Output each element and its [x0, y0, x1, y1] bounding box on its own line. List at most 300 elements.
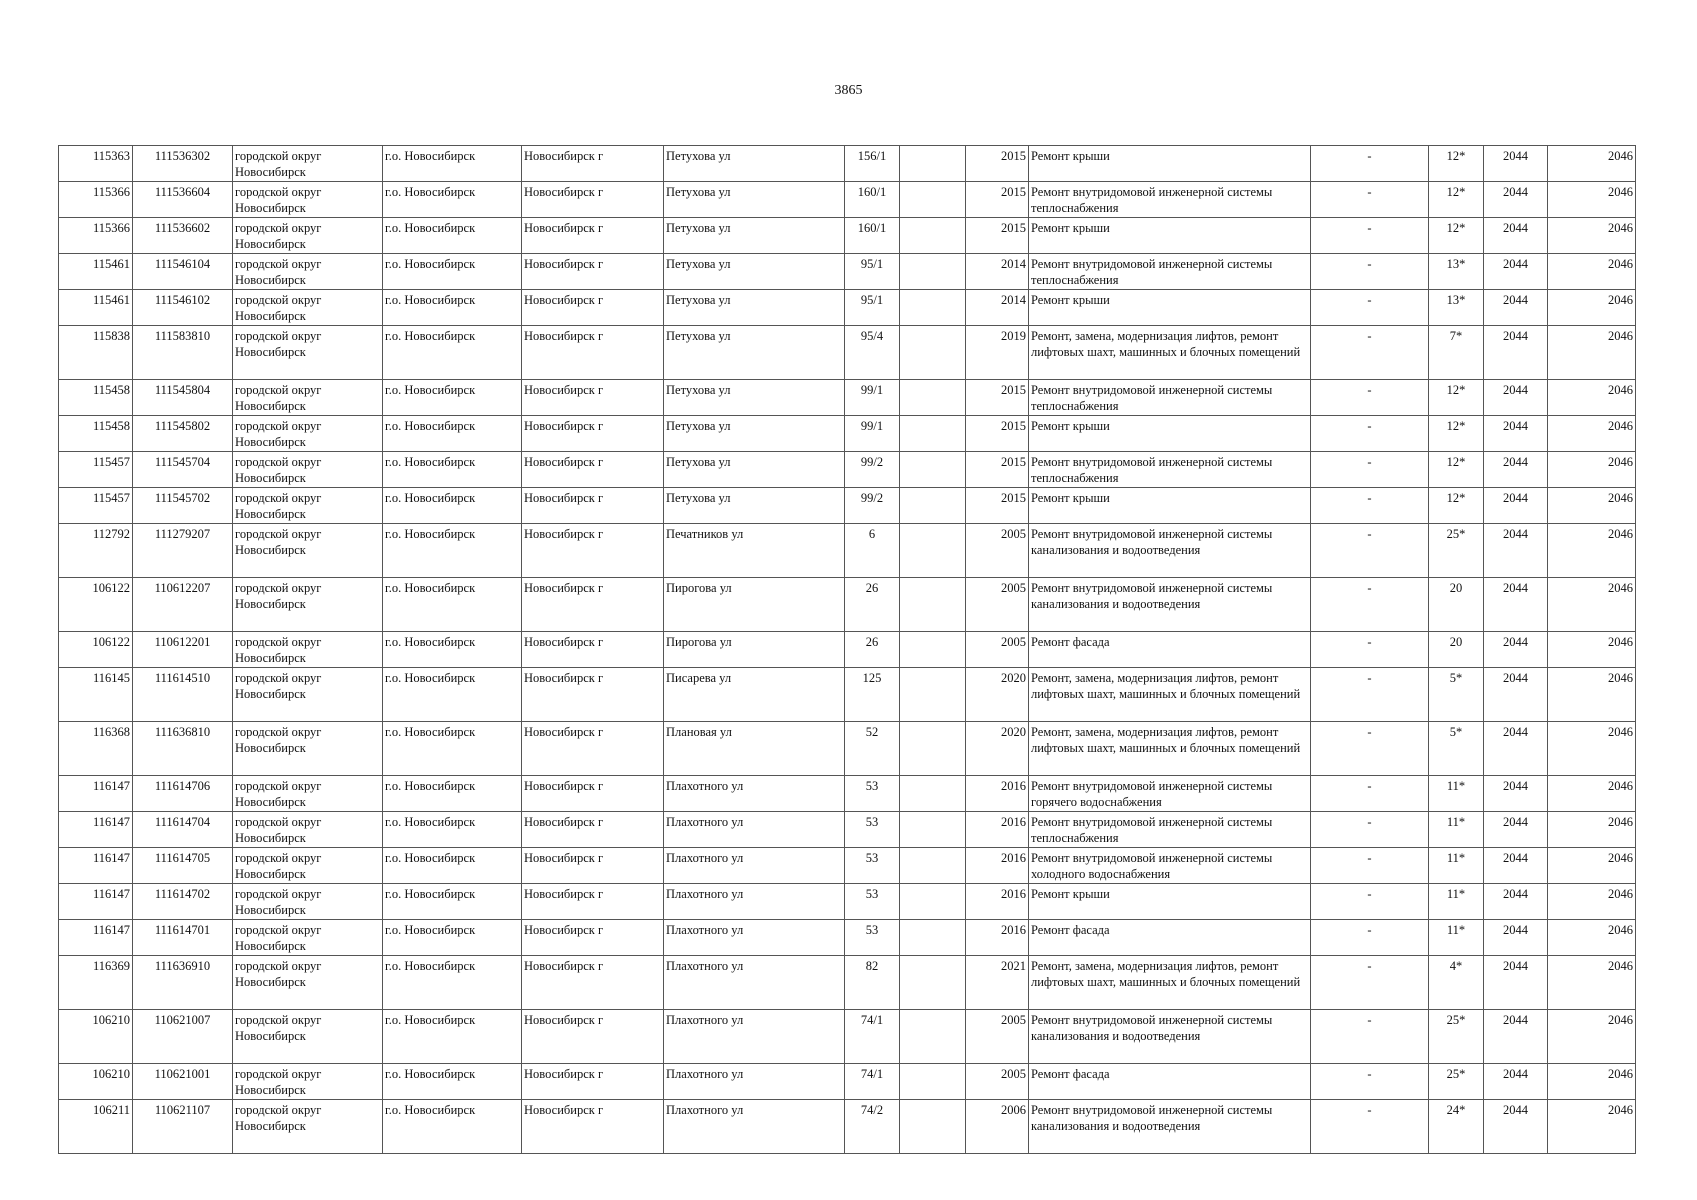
cell-from: 2044	[1484, 254, 1548, 290]
cell-year: 2019	[966, 326, 1029, 380]
cell-term: 11*	[1429, 812, 1484, 848]
table-row	[59, 182, 1636, 218]
cell-building	[900, 1064, 966, 1100]
cell-municipality: городской округ Новосибирск	[233, 146, 383, 182]
table-row	[59, 254, 1636, 290]
cell-house: 26	[845, 578, 900, 632]
cell-id: 116369	[59, 956, 133, 1010]
cell-to: 2046	[1548, 722, 1636, 776]
cell-municipality: городской округ Новосибирск	[233, 632, 383, 668]
cell-work: Ремонт внутридомовой инженерной системы теплоснабжения	[1029, 452, 1311, 488]
cell-code: 111636810	[133, 722, 233, 776]
cell-work: Ремонт фасада	[1029, 632, 1311, 668]
cell-house: 74/1	[845, 1064, 900, 1100]
cell-to: 2046	[1548, 182, 1636, 218]
cell-term: 25*	[1429, 1010, 1484, 1064]
cell-street: Плахотного ул	[664, 884, 845, 920]
cell-from: 2044	[1484, 776, 1548, 812]
cell-work: Ремонт внутридомовой инженерной системы теплоснабжения	[1029, 380, 1311, 416]
cell-house: 53	[845, 920, 900, 956]
cell-term: 11*	[1429, 776, 1484, 812]
cell-code: 110621001	[133, 1064, 233, 1100]
cell-id: 115458	[59, 380, 133, 416]
cell-district: г.о. Новосибирск	[383, 326, 522, 380]
cell-to: 2046	[1548, 578, 1636, 632]
cell-municipality: городской округ Новосибирск	[233, 776, 383, 812]
cell-district: г.о. Новосибирск	[383, 416, 522, 452]
cell-to: 2046	[1548, 956, 1636, 1010]
cell-code: 111614702	[133, 884, 233, 920]
cell-dash: -	[1311, 722, 1429, 776]
cell-district: г.о. Новосибирск	[383, 146, 522, 182]
table-row	[59, 452, 1636, 488]
cell-municipality: городской округ Новосибирск	[233, 254, 383, 290]
cell-district: г.о. Новосибирск	[383, 380, 522, 416]
table-row	[59, 1064, 1636, 1100]
cell-term: 13*	[1429, 290, 1484, 326]
table-row	[59, 722, 1636, 776]
cell-term: 11*	[1429, 884, 1484, 920]
cell-from: 2044	[1484, 452, 1548, 488]
cell-year: 2015	[966, 218, 1029, 254]
cell-street: Пирогова ул	[664, 632, 845, 668]
cell-dash: -	[1311, 920, 1429, 956]
cell-municipality: городской округ Новосибирск	[233, 326, 383, 380]
cell-street: Плахотного ул	[664, 920, 845, 956]
cell-year: 2016	[966, 920, 1029, 956]
cell-code: 111536604	[133, 182, 233, 218]
cell-id: 115363	[59, 146, 133, 182]
cell-id: 116368	[59, 722, 133, 776]
cell-municipality: городской округ Новосибирск	[233, 956, 383, 1010]
cell-building	[900, 182, 966, 218]
cell-street: Плахотного ул	[664, 956, 845, 1010]
cell-house: 95/1	[845, 254, 900, 290]
cell-building	[900, 488, 966, 524]
cell-settlement: Новосибирск г	[522, 254, 664, 290]
cell-year: 2014	[966, 254, 1029, 290]
cell-street: Плахотного ул	[664, 1064, 845, 1100]
cell-term: 4*	[1429, 956, 1484, 1010]
cell-settlement: Новосибирск г	[522, 920, 664, 956]
cell-term: 5*	[1429, 668, 1484, 722]
table-row	[59, 524, 1636, 578]
cell-dash: -	[1311, 884, 1429, 920]
cell-dash: -	[1311, 1010, 1429, 1064]
cell-to: 2046	[1548, 254, 1636, 290]
cell-to: 2046	[1548, 290, 1636, 326]
cell-street: Петухова ул	[664, 416, 845, 452]
cell-work: Ремонт фасада	[1029, 1064, 1311, 1100]
cell-house: 53	[845, 776, 900, 812]
cell-settlement: Новосибирск г	[522, 524, 664, 578]
cell-municipality: городской округ Новосибирск	[233, 488, 383, 524]
cell-term: 25*	[1429, 524, 1484, 578]
cell-id: 106211	[59, 1100, 133, 1154]
cell-building	[900, 668, 966, 722]
cell-street: Писарева ул	[664, 668, 845, 722]
cell-district: г.о. Новосибирск	[383, 722, 522, 776]
table-row	[59, 920, 1636, 956]
cell-district: г.о. Новосибирск	[383, 956, 522, 1010]
table-row	[59, 848, 1636, 884]
cell-municipality: городской округ Новосибирск	[233, 218, 383, 254]
cell-code: 111636910	[133, 956, 233, 1010]
cell-municipality: городской округ Новосибирск	[233, 524, 383, 578]
cell-from: 2044	[1484, 812, 1548, 848]
cell-dash: -	[1311, 956, 1429, 1010]
cell-street: Петухова ул	[664, 488, 845, 524]
cell-year: 2021	[966, 956, 1029, 1010]
cell-term: 11*	[1429, 848, 1484, 884]
cell-from: 2044	[1484, 578, 1548, 632]
cell-term: 11*	[1429, 920, 1484, 956]
cell-settlement: Новосибирск г	[522, 182, 664, 218]
cell-to: 2046	[1548, 218, 1636, 254]
table-row	[59, 632, 1636, 668]
cell-from: 2044	[1484, 416, 1548, 452]
cell-to: 2046	[1548, 488, 1636, 524]
cell-work: Ремонт крыши	[1029, 218, 1311, 254]
cell-id: 116147	[59, 776, 133, 812]
cell-code: 111583810	[133, 326, 233, 380]
cell-code: 111614510	[133, 668, 233, 722]
cell-id: 106122	[59, 632, 133, 668]
cell-year: 2015	[966, 182, 1029, 218]
cell-house: 74/1	[845, 1010, 900, 1064]
cell-work: Ремонт, замена, модернизация лифтов, ремонт лифтовых шахт, машинных и блочных помещений	[1029, 722, 1311, 776]
cell-municipality: городской округ Новосибирск	[233, 1010, 383, 1064]
cell-building	[900, 848, 966, 884]
cell-id: 115461	[59, 254, 133, 290]
cell-year: 2005	[966, 632, 1029, 668]
cell-id: 106210	[59, 1064, 133, 1100]
cell-code: 111545704	[133, 452, 233, 488]
cell-settlement: Новосибирск г	[522, 380, 664, 416]
cell-settlement: Новосибирск г	[522, 290, 664, 326]
cell-district: г.о. Новосибирск	[383, 920, 522, 956]
cell-to: 2046	[1548, 920, 1636, 956]
cell-settlement: Новосибирск г	[522, 956, 664, 1010]
repair-registry-table	[58, 145, 1636, 1154]
cell-building	[900, 290, 966, 326]
cell-code: 111536602	[133, 218, 233, 254]
cell-from: 2044	[1484, 632, 1548, 668]
cell-year: 2015	[966, 380, 1029, 416]
cell-house: 156/1	[845, 146, 900, 182]
cell-street: Петухова ул	[664, 326, 845, 380]
cell-code: 110621107	[133, 1100, 233, 1154]
table-row	[59, 326, 1636, 380]
cell-id: 115461	[59, 290, 133, 326]
cell-id: 115457	[59, 452, 133, 488]
cell-house: 74/2	[845, 1100, 900, 1154]
cell-year: 2005	[966, 1010, 1029, 1064]
cell-code: 110612207	[133, 578, 233, 632]
cell-term: 12*	[1429, 416, 1484, 452]
cell-district: г.о. Новосибирск	[383, 254, 522, 290]
cell-municipality: городской округ Новосибирск	[233, 920, 383, 956]
cell-building	[900, 884, 966, 920]
page-number: 3865	[834, 83, 863, 98]
cell-house: 125	[845, 668, 900, 722]
cell-from: 2044	[1484, 182, 1548, 218]
cell-work: Ремонт крыши	[1029, 146, 1311, 182]
cell-year: 2015	[966, 416, 1029, 452]
cell-house: 53	[845, 884, 900, 920]
cell-house: 53	[845, 848, 900, 884]
cell-settlement: Новосибирск г	[522, 776, 664, 812]
cell-dash: -	[1311, 776, 1429, 812]
cell-district: г.о. Новосибирск	[383, 632, 522, 668]
cell-from: 2044	[1484, 722, 1548, 776]
cell-year: 2005	[966, 578, 1029, 632]
cell-settlement: Новосибирск г	[522, 578, 664, 632]
cell-from: 2044	[1484, 524, 1548, 578]
cell-settlement: Новосибирск г	[522, 722, 664, 776]
cell-settlement: Новосибирск г	[522, 488, 664, 524]
table-row	[59, 956, 1636, 1010]
cell-work: Ремонт внутридомовой инженерной системы канализования и водоотведения	[1029, 524, 1311, 578]
cell-building	[900, 920, 966, 956]
cell-id: 106122	[59, 578, 133, 632]
cell-to: 2046	[1548, 884, 1636, 920]
cell-id: 115838	[59, 326, 133, 380]
cell-house: 82	[845, 956, 900, 1010]
cell-code: 111545804	[133, 380, 233, 416]
cell-term: 13*	[1429, 254, 1484, 290]
cell-house: 99/1	[845, 416, 900, 452]
cell-street: Плахотного ул	[664, 776, 845, 812]
cell-term: 12*	[1429, 146, 1484, 182]
cell-street: Плахотного ул	[664, 812, 845, 848]
cell-settlement: Новосибирск г	[522, 812, 664, 848]
cell-from: 2044	[1484, 1064, 1548, 1100]
cell-settlement: Новосибирск г	[522, 146, 664, 182]
cell-dash: -	[1311, 218, 1429, 254]
cell-from: 2044	[1484, 1010, 1548, 1064]
cell-building	[900, 1100, 966, 1154]
cell-term: 25*	[1429, 1064, 1484, 1100]
cell-id: 116145	[59, 668, 133, 722]
cell-term: 20	[1429, 632, 1484, 668]
cell-year: 2016	[966, 776, 1029, 812]
table-row	[59, 776, 1636, 812]
cell-settlement: Новосибирск г	[522, 632, 664, 668]
cell-building	[900, 254, 966, 290]
cell-year: 2014	[966, 290, 1029, 326]
cell-code: 111614706	[133, 776, 233, 812]
cell-house: 53	[845, 812, 900, 848]
cell-settlement: Новосибирск г	[522, 1064, 664, 1100]
cell-id: 106210	[59, 1010, 133, 1064]
cell-municipality: городской округ Новосибирск	[233, 290, 383, 326]
cell-building	[900, 1010, 966, 1064]
cell-term: 20	[1429, 578, 1484, 632]
cell-building	[900, 416, 966, 452]
cell-dash: -	[1311, 812, 1429, 848]
cell-dash: -	[1311, 668, 1429, 722]
cell-municipality: городской округ Новосибирск	[233, 416, 383, 452]
cell-code: 111614701	[133, 920, 233, 956]
cell-dash: -	[1311, 848, 1429, 884]
cell-id: 116147	[59, 920, 133, 956]
cell-district: г.о. Новосибирск	[383, 884, 522, 920]
cell-dash: -	[1311, 1100, 1429, 1154]
cell-district: г.о. Новосибирск	[383, 488, 522, 524]
cell-term: 12*	[1429, 218, 1484, 254]
cell-from: 2044	[1484, 488, 1548, 524]
cell-municipality: городской округ Новосибирск	[233, 668, 383, 722]
cell-term: 12*	[1429, 488, 1484, 524]
cell-work: Ремонт крыши	[1029, 488, 1311, 524]
cell-from: 2044	[1484, 290, 1548, 326]
cell-year: 2020	[966, 722, 1029, 776]
cell-building	[900, 146, 966, 182]
cell-street: Петухова ул	[664, 146, 845, 182]
cell-municipality: городской округ Новосибирск	[233, 848, 383, 884]
cell-street: Петухова ул	[664, 218, 845, 254]
cell-term: 12*	[1429, 182, 1484, 218]
cell-work: Ремонт, замена, модернизация лифтов, ремонт лифтовых шахт, машинных и блочных помещений	[1029, 326, 1311, 380]
cell-year: 2005	[966, 524, 1029, 578]
cell-dash: -	[1311, 488, 1429, 524]
cell-code: 111545802	[133, 416, 233, 452]
cell-district: г.о. Новосибирск	[383, 1010, 522, 1064]
cell-to: 2046	[1548, 632, 1636, 668]
cell-building	[900, 578, 966, 632]
cell-dash: -	[1311, 146, 1429, 182]
cell-municipality: городской округ Новосибирск	[233, 380, 383, 416]
cell-to: 2046	[1548, 146, 1636, 182]
cell-from: 2044	[1484, 380, 1548, 416]
cell-street: Петухова ул	[664, 290, 845, 326]
cell-district: г.о. Новосибирск	[383, 776, 522, 812]
cell-dash: -	[1311, 290, 1429, 326]
cell-work: Ремонт фасада	[1029, 920, 1311, 956]
table-row	[59, 290, 1636, 326]
cell-building	[900, 956, 966, 1010]
cell-district: г.о. Новосибирск	[383, 1100, 522, 1154]
cell-street: Пирогова ул	[664, 578, 845, 632]
cell-code: 111546104	[133, 254, 233, 290]
cell-municipality: городской округ Новосибирск	[233, 812, 383, 848]
table-row	[59, 488, 1636, 524]
cell-house: 99/2	[845, 488, 900, 524]
cell-street: Плахотного ул	[664, 1100, 845, 1154]
cell-work: Ремонт внутридомовой инженерной системы канализования и водоотведения	[1029, 1100, 1311, 1154]
cell-street: Плановая ул	[664, 722, 845, 776]
cell-municipality: городской округ Новосибирск	[233, 452, 383, 488]
cell-settlement: Новосибирск г	[522, 1010, 664, 1064]
cell-id: 116147	[59, 848, 133, 884]
cell-house: 99/2	[845, 452, 900, 488]
cell-year: 2015	[966, 146, 1029, 182]
table-body	[59, 146, 1636, 1154]
cell-year: 2016	[966, 848, 1029, 884]
cell-from: 2044	[1484, 146, 1548, 182]
cell-building	[900, 218, 966, 254]
table-row	[59, 146, 1636, 182]
cell-id: 115366	[59, 182, 133, 218]
cell-municipality: городской округ Новосибирск	[233, 1100, 383, 1154]
cell-dash: -	[1311, 452, 1429, 488]
table-row	[59, 416, 1636, 452]
cell-to: 2046	[1548, 812, 1636, 848]
cell-building	[900, 326, 966, 380]
cell-building	[900, 632, 966, 668]
cell-settlement: Новосибирск г	[522, 848, 664, 884]
cell-settlement: Новосибирск г	[522, 452, 664, 488]
cell-to: 2046	[1548, 848, 1636, 884]
cell-from: 2044	[1484, 668, 1548, 722]
cell-id: 115457	[59, 488, 133, 524]
cell-district: г.о. Новосибирск	[383, 848, 522, 884]
cell-code: 111545702	[133, 488, 233, 524]
cell-work: Ремонт крыши	[1029, 290, 1311, 326]
cell-year: 2016	[966, 812, 1029, 848]
cell-term: 7*	[1429, 326, 1484, 380]
cell-year: 2006	[966, 1100, 1029, 1154]
cell-street: Петухова ул	[664, 254, 845, 290]
table-row	[59, 1010, 1636, 1064]
cell-dash: -	[1311, 524, 1429, 578]
cell-work: Ремонт внутридомовой инженерной системы горячего водоснабжения	[1029, 776, 1311, 812]
cell-from: 2044	[1484, 848, 1548, 884]
cell-settlement: Новосибирск г	[522, 668, 664, 722]
cell-street: Плахотного ул	[664, 1010, 845, 1064]
cell-municipality: городской округ Новосибирск	[233, 578, 383, 632]
cell-to: 2046	[1548, 380, 1636, 416]
cell-building	[900, 776, 966, 812]
cell-work: Ремонт внутридомовой инженерной системы теплоснабжения	[1029, 812, 1311, 848]
cell-work: Ремонт внутридомовой инженерной системы холодного водоснабжения	[1029, 848, 1311, 884]
cell-dash: -	[1311, 416, 1429, 452]
cell-house: 52	[845, 722, 900, 776]
cell-district: г.о. Новосибирск	[383, 1064, 522, 1100]
cell-to: 2046	[1548, 452, 1636, 488]
cell-id: 116147	[59, 884, 133, 920]
cell-work: Ремонт крыши	[1029, 416, 1311, 452]
cell-work: Ремонт внутридомовой инженерной системы канализования и водоотведения	[1029, 1010, 1311, 1064]
cell-settlement: Новосибирск г	[522, 1100, 664, 1154]
cell-street: Печатников ул	[664, 524, 845, 578]
cell-building	[900, 380, 966, 416]
cell-work: Ремонт, замена, модернизация лифтов, ремонт лифтовых шахт, машинных и блочных помещений	[1029, 668, 1311, 722]
cell-code: 111546102	[133, 290, 233, 326]
cell-id: 115366	[59, 218, 133, 254]
cell-from: 2044	[1484, 218, 1548, 254]
cell-house: 26	[845, 632, 900, 668]
cell-district: г.о. Новосибирск	[383, 578, 522, 632]
cell-to: 2046	[1548, 326, 1636, 380]
cell-to: 2046	[1548, 668, 1636, 722]
cell-to: 2046	[1548, 1064, 1636, 1100]
cell-year: 2016	[966, 884, 1029, 920]
cell-code: 111614705	[133, 848, 233, 884]
cell-settlement: Новосибирск г	[522, 218, 664, 254]
table-row	[59, 218, 1636, 254]
cell-settlement: Новосибирск г	[522, 326, 664, 380]
cell-settlement: Новосибирск г	[522, 884, 664, 920]
cell-house: 95/4	[845, 326, 900, 380]
cell-from: 2044	[1484, 920, 1548, 956]
cell-municipality: городской округ Новосибирск	[233, 722, 383, 776]
cell-house: 160/1	[845, 182, 900, 218]
cell-from: 2044	[1484, 1100, 1548, 1154]
cell-building	[900, 722, 966, 776]
cell-code: 111614704	[133, 812, 233, 848]
